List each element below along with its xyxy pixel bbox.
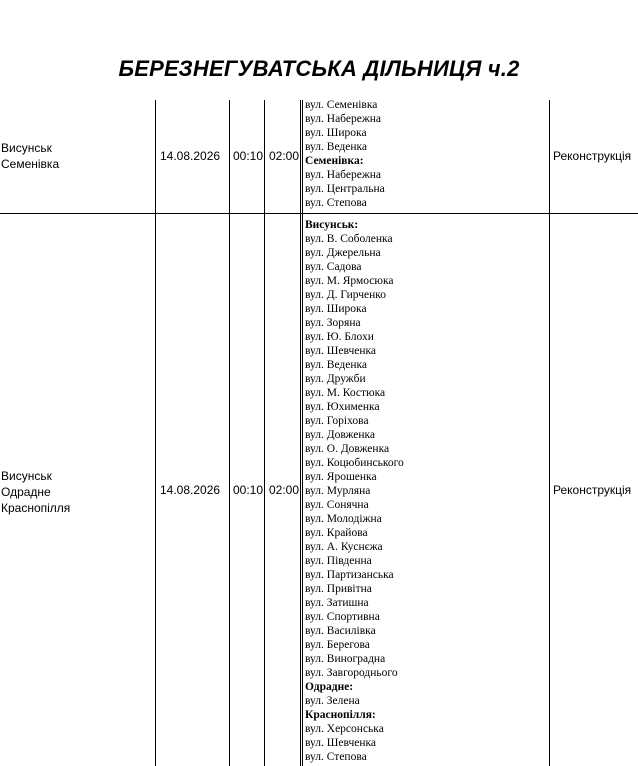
settlement-heading: Одрадне: [305, 681, 354, 693]
street-item: вул. Затишна [305, 597, 369, 609]
street-item: вул. Д. Гирченко [305, 289, 386, 301]
settlement-name: Семенівка [1, 157, 60, 171]
street-item: вул. Ю. Блохи [305, 331, 374, 343]
column-divider [155, 100, 156, 766]
start-time-cell: 00:10 [233, 149, 264, 163]
street-item: вул. Сонячна [305, 499, 369, 511]
reason-cell: Реконструкція [553, 149, 632, 163]
street-item: вул. Василівка [305, 625, 376, 637]
street-item: вул. М. Костюка [305, 387, 386, 399]
street-item: вул. Набережна [305, 169, 382, 181]
street-item: вул. Джерельна [305, 247, 381, 259]
street-item: вул. А. Куснєжа [305, 541, 383, 553]
settlement-name: Одрадне [1, 485, 51, 499]
street-item: вул. Берегова [305, 639, 370, 651]
column-divider [300, 100, 301, 766]
street-item: вул. Спортивна [305, 611, 380, 623]
column-divider [302, 100, 303, 766]
streets-cell [305, 98, 385, 210]
street-item: вул. Шевченка [305, 345, 377, 357]
settlement-name: Краснопілля [1, 501, 71, 515]
street-item: вул. Партизанська [305, 569, 394, 581]
street-item: вул. Привітна [305, 583, 372, 595]
settlements-cell [1, 140, 59, 172]
street-item: вул. Коцюбинського [305, 457, 404, 469]
street-item: вул. Широка [305, 303, 367, 315]
street-item: вул. Молодіжна [305, 513, 382, 525]
street-item: вул. Широка [305, 127, 367, 139]
date-cell: 14.08.2026 [160, 149, 221, 163]
column-divider [264, 100, 265, 766]
street-item: вул. В. Соболенка [305, 233, 393, 245]
street-item: вул. Дружби [305, 373, 366, 385]
settlement-heading: Семенівка: [305, 155, 364, 167]
street-item: вул. Мурляна [305, 485, 371, 497]
page-title: БЕРЕЗНЕГУВАТСЬКА ДІЛЬНИЦЯ ч.2 [118, 56, 520, 81]
street-item: вул. Степова [305, 751, 367, 763]
start-time-cell: 00:10 [233, 483, 264, 497]
street-item: вул. Крайова [305, 527, 368, 539]
street-item: вул. Зоряна [305, 317, 361, 329]
street-item: вул. О. Довженка [305, 443, 390, 455]
street-item: вул. Херсонська [305, 723, 384, 735]
end-time-cell: 02:00 [269, 483, 300, 497]
street-item: вул. Набережна [305, 113, 382, 125]
settlement-name: Висунськ [1, 469, 52, 483]
settlements-cell [1, 468, 70, 516]
settlement-heading: Краснопілля: [305, 709, 376, 721]
street-item: вул. Веденка [305, 141, 368, 153]
street-item: вул. Семенівка [305, 99, 378, 111]
column-divider [229, 100, 230, 766]
settlement-name: Висунськ [1, 141, 52, 155]
street-item: вул. Виноградна [305, 653, 386, 665]
end-time-cell: 02:00 [269, 149, 300, 163]
street-item: вул. Центральна [305, 183, 385, 195]
street-item: вул. Веденка [305, 359, 368, 371]
street-item: вул. Ярошенка [305, 471, 377, 483]
street-item: вул. Довженка [305, 429, 376, 441]
settlement-heading: Висунськ: [305, 219, 359, 231]
street-item: вул. Горіхова [305, 415, 369, 427]
row-divider [0, 213, 638, 214]
street-item: вул. Шевченка [305, 737, 377, 749]
reason-cell: Реконструкція [553, 483, 632, 497]
street-item: вул. Завгороднього [305, 667, 398, 679]
street-item: вул. Степова [305, 197, 367, 209]
street-item: вул. Юхименка [305, 401, 380, 413]
street-item: вул. Південна [305, 555, 372, 567]
street-item: вул. Зелена [305, 695, 360, 707]
street-item: вул. Садова [305, 261, 362, 273]
streets-cell [305, 218, 404, 764]
column-divider [549, 100, 550, 766]
date-cell: 14.08.2026 [160, 483, 221, 497]
street-item: вул. М. Ярмосюка [305, 275, 394, 287]
